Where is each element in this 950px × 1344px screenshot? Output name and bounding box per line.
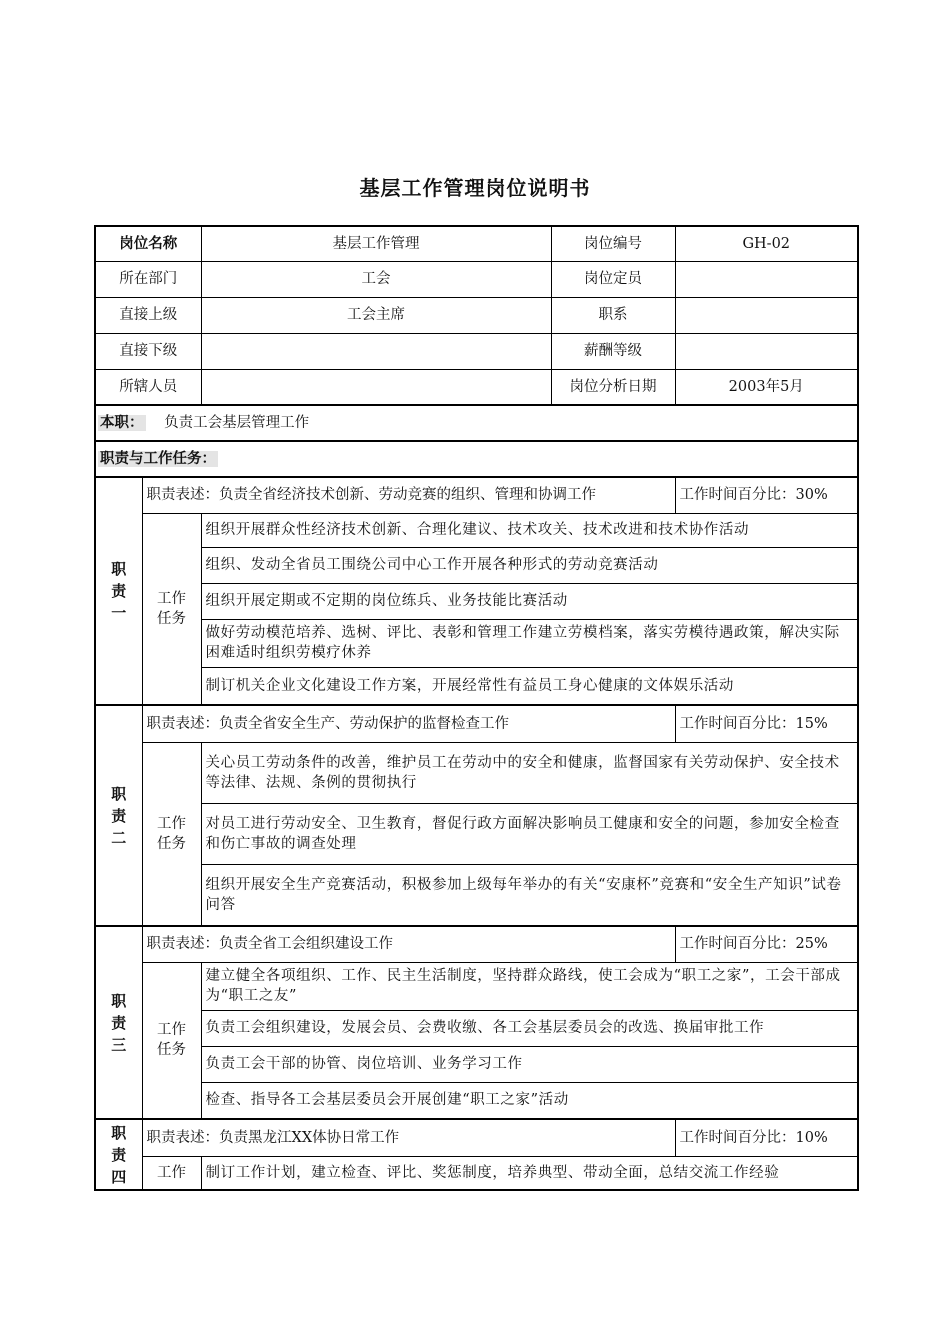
duty-3-task-1: 建立健全各项组织、工作、民主生活制度，坚持群众路线，使工会成为“职工之家”，工会干部成为“职工之友” xyxy=(201,962,858,1010)
duty-2-statement-row xyxy=(95,705,858,742)
label-position-name: 岗位名称 xyxy=(95,226,201,261)
duty-4-task-row xyxy=(95,1156,858,1190)
duty-2-statement: 职责表述：负责全省安全生产、劳动保护的监督检查工作 xyxy=(142,705,675,742)
job-description-table xyxy=(94,225,859,1191)
duty-1-task-2: 组织、发动全省员工围绕公司中心工作开展各种形式的劳动竞赛活动 xyxy=(201,547,858,583)
label-superior: 直接上级 xyxy=(95,297,201,333)
value-subordinate xyxy=(201,333,551,369)
duty-2-task-2: 对员工进行劳动安全、卫生教育，督促行政方面解决影响员工健康和安全的问题，参加安全检查和伤亡事故的调查处理 xyxy=(201,803,858,864)
duty-4-label: 职 责 四 xyxy=(95,1119,142,1190)
basic-row-5 xyxy=(95,369,858,405)
duty-1-percent: 工作时间百分比：30% xyxy=(675,477,858,513)
value-department: 工会 xyxy=(201,261,551,297)
duty-3-label: 职 责 三 xyxy=(95,926,142,1119)
duty-3-statement: 职责表述：负责全省工会组织建设工作 xyxy=(142,926,675,962)
value-position-name: 基层工作管理 xyxy=(201,226,551,261)
duty-1-task-3: 组织开展定期或不定期的岗位练兵、业务技能比赛活动 xyxy=(201,583,858,619)
duties-header-row xyxy=(95,441,858,477)
duty-3-task-3: 负责工会干部的协管、岗位培训、业务学习工作 xyxy=(201,1046,858,1082)
duty-2-task-label: 工作 任务 xyxy=(142,742,201,926)
duty-3-task-row xyxy=(95,1010,858,1046)
document-title: 基层工作管理岗位说明书 xyxy=(359,176,591,200)
duty-2-label: 职 责 二 xyxy=(95,705,142,926)
duty-1-task-5: 制订机关企业文化建设工作方案，开展经常性有益员工身心健康的文体娱乐活动 xyxy=(201,667,858,705)
value-salary-grade xyxy=(675,333,858,369)
duty-3-task-row xyxy=(95,1082,858,1119)
duty-1-task-row xyxy=(95,667,858,705)
duty-1-task-4: 做好劳动模范培养、选树、评比、表彰和管理工作建立劳模档案，落实劳模待遇政策，解决实际困难适时组织劳模疗休养 xyxy=(201,619,858,667)
duty-1-task-row xyxy=(95,619,858,667)
duty-3-statement-row xyxy=(95,926,858,962)
main-duty-row xyxy=(95,405,858,441)
label-salary-grade: 薪酬等级 xyxy=(551,333,675,369)
duty-3-task-label: 工作 任务 xyxy=(142,962,201,1119)
duty-3-task-row xyxy=(95,962,858,1010)
label-analysis-date: 岗位分析日期 xyxy=(551,369,675,405)
label-headcount: 岗位定员 xyxy=(551,261,675,297)
duty-2-task-row xyxy=(95,742,858,803)
main-duty-label: 本职： xyxy=(100,415,144,431)
duty-3-task-row xyxy=(95,1046,858,1082)
basic-row-3 xyxy=(95,297,858,333)
basic-row-2 xyxy=(95,261,858,297)
duty-2-percent: 工作时间百分比：15% xyxy=(675,705,858,742)
duty-3-task-4: 检查、指导各工会基层委员会开展创建“职工之家”活动 xyxy=(201,1082,858,1119)
duty-1-label: 职 责 一 xyxy=(95,477,142,705)
duty-4-task-label: 工作 xyxy=(142,1156,201,1190)
duty-1-task-row xyxy=(95,513,858,547)
label-staff: 所辖人员 xyxy=(95,369,201,405)
basic-row-1 xyxy=(95,226,858,261)
duty-4-statement: 职责表述：负责黑龙江XX体协日常工作 xyxy=(142,1119,675,1156)
duty-1-task-row xyxy=(95,583,858,619)
value-staff xyxy=(201,369,551,405)
value-position-code: GH-02 xyxy=(675,226,858,261)
duty-2-task-3: 组织开展安全生产竞赛活动，积极参加上级每年举办的有关“安康杯”竞赛和“安全生产知识”试卷问答 xyxy=(201,864,858,926)
duty-1-task-1: 组织开展群众性经济技术创新、合理化建议、技术攻关、技术改进和技术协作活动 xyxy=(201,513,858,547)
duty-1-statement: 职责表述：负责全省经济技术创新、劳动竞赛的组织、管理和协调工作 xyxy=(142,477,675,513)
value-analysis-date: 2003年5月 xyxy=(675,369,858,405)
value-headcount xyxy=(675,261,858,297)
duty-2-task-row xyxy=(95,864,858,926)
duty-3-task-2: 负责工会组织建设，发展会员、会费收缴、各工会基层委员会的改选、换届审批工作 xyxy=(201,1010,858,1046)
main-duty-text: 负责工会基层管理工作 xyxy=(164,415,310,431)
duty-4-statement-row xyxy=(95,1119,858,1156)
duty-2-task-1: 关心员工劳动条件的改善，维护员工在劳动中的安全和健康，监督国家有关劳动保护、安全技术等法律、法规、条例的贯彻执行 xyxy=(201,742,858,803)
label-department: 所在部门 xyxy=(95,261,201,297)
duty-1-task-label: 工作 任务 xyxy=(142,513,201,705)
duty-1-statement-row xyxy=(95,477,858,513)
duty-1-task-row xyxy=(95,547,858,583)
value-superior: 工会主席 xyxy=(201,297,551,333)
label-subordinate: 直接下级 xyxy=(95,333,201,369)
duties-header: 职责与工作任务： xyxy=(100,451,216,467)
basic-row-4 xyxy=(95,333,858,369)
label-job-family: 职系 xyxy=(551,297,675,333)
duty-3-percent: 工作时间百分比：25% xyxy=(675,926,858,962)
duty-4-task-1: 制订工作计划，建立检查、评比、奖惩制度，培养典型、带动全面，总结交流工作经验 xyxy=(201,1156,858,1190)
value-job-family xyxy=(675,297,858,333)
label-position-code: 岗位编号 xyxy=(551,226,675,261)
duty-4-percent: 工作时间百分比：10% xyxy=(675,1119,858,1156)
duty-2-task-row xyxy=(95,803,858,864)
